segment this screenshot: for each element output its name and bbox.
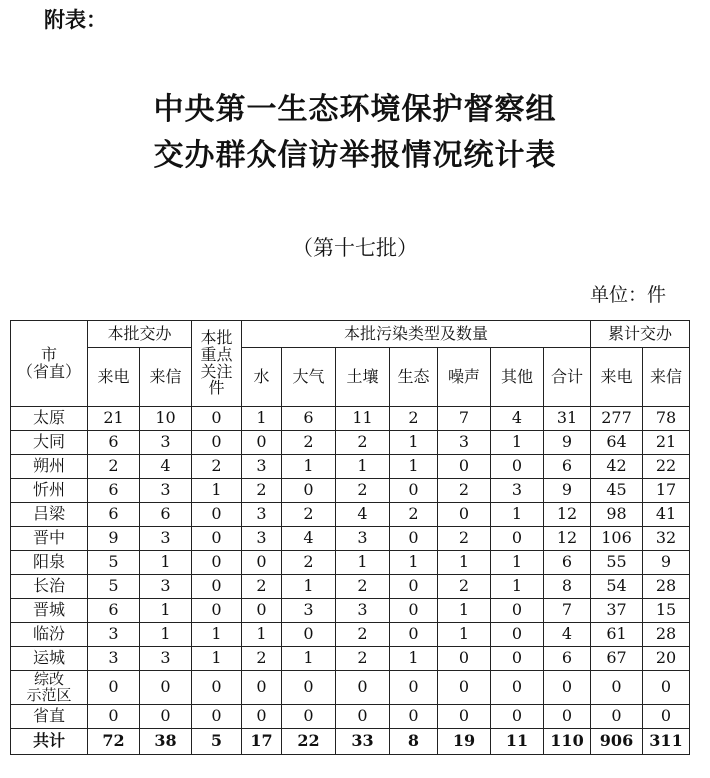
total-value: 22 (282, 729, 336, 755)
value-cell: 1 (242, 407, 282, 431)
city-cell (11, 479, 88, 503)
header-letter: 来信 (140, 348, 192, 407)
city-cell (11, 551, 88, 575)
value-cell: 106 (591, 527, 643, 551)
table-row (11, 407, 690, 431)
value-cell: 21 (88, 407, 140, 431)
value-cell: 98 (591, 503, 643, 527)
table-row (11, 575, 690, 599)
total-row (11, 729, 690, 755)
value-cell: 3 (242, 503, 282, 527)
value-cell: 0 (390, 575, 438, 599)
value-cell: 12 (544, 503, 591, 527)
value-cell: 1 (192, 479, 242, 503)
table-row (11, 503, 690, 527)
value-cell: 0 (544, 671, 591, 705)
value-cell: 0 (140, 671, 192, 705)
value-cell: 2 (336, 431, 390, 455)
value-cell: 277 (591, 407, 643, 431)
value-cell: 3 (140, 647, 192, 671)
value-cell: 6 (140, 503, 192, 527)
value-cell: 1 (438, 623, 491, 647)
value-cell: 2 (282, 431, 336, 455)
value-cell: 6 (88, 599, 140, 623)
value-cell: 3 (491, 479, 544, 503)
city-name: 综改 (33, 669, 64, 688)
value-cell: 3 (88, 647, 140, 671)
value-cell: 2 (88, 455, 140, 479)
value-cell: 2 (438, 575, 491, 599)
value-cell: 1 (336, 455, 390, 479)
city-name: 运城 (32, 648, 65, 668)
value-cell: 2 (390, 407, 438, 431)
value-cell: 3 (336, 527, 390, 551)
value-cell: 1 (491, 503, 544, 527)
value-cell: 3 (140, 575, 192, 599)
header-other: 其他 (491, 348, 544, 407)
value-cell: 5 (88, 551, 140, 575)
value-cell: 1 (282, 455, 336, 479)
value-cell: 1 (491, 575, 544, 599)
value-cell: 1 (140, 551, 192, 575)
attachment-label: 附表： (44, 8, 107, 32)
value-cell: 2 (336, 647, 390, 671)
value-cell: 1 (336, 551, 390, 575)
table-row (11, 599, 690, 623)
value-cell: 7 (544, 599, 591, 623)
value-cell: 55 (591, 551, 643, 575)
value-cell: 0 (192, 503, 242, 527)
table-row (11, 647, 690, 671)
value-cell: 3 (336, 599, 390, 623)
value-cell: 3 (282, 599, 336, 623)
value-cell: 9 (544, 479, 591, 503)
value-cell: 0 (282, 671, 336, 705)
value-cell: 2 (390, 503, 438, 527)
city-name: 晋城 (32, 600, 65, 620)
value-cell: 3 (242, 455, 282, 479)
header-cum-phone: 来电 (591, 348, 643, 407)
value-cell: 3 (140, 527, 192, 551)
batch-label: （第十七批） (292, 236, 418, 260)
value-cell: 4 (140, 455, 192, 479)
value-cell: 64 (591, 431, 643, 455)
city-cell (11, 503, 88, 527)
value-cell: 0 (192, 705, 242, 729)
value-cell: 5 (88, 575, 140, 599)
value-cell: 1 (390, 647, 438, 671)
value-cell: 9 (643, 551, 690, 575)
header-key-focus-l3: 关注 (200, 361, 233, 381)
total-value: 72 (88, 729, 140, 755)
value-cell: 1 (491, 431, 544, 455)
value-cell: 0 (438, 455, 491, 479)
header-ecology: 生态 (390, 348, 438, 407)
value-cell: 17 (643, 479, 690, 503)
value-cell: 0 (242, 671, 282, 705)
value-cell: 0 (438, 671, 491, 705)
value-cell: 22 (643, 455, 690, 479)
value-cell: 4 (336, 503, 390, 527)
header-city (11, 321, 88, 407)
value-cell: 2 (242, 575, 282, 599)
value-cell: 2 (438, 479, 491, 503)
city-cell (11, 431, 88, 455)
value-cell: 2 (282, 503, 336, 527)
value-cell: 1 (192, 623, 242, 647)
value-cell: 0 (544, 705, 591, 729)
value-cell: 4 (544, 623, 591, 647)
value-cell: 20 (643, 647, 690, 671)
value-cell: 1 (491, 551, 544, 575)
value-cell: 0 (390, 599, 438, 623)
value-cell: 0 (390, 479, 438, 503)
value-cell: 0 (192, 671, 242, 705)
value-cell: 0 (491, 527, 544, 551)
value-cell: 6 (88, 503, 140, 527)
value-cell: 37 (591, 599, 643, 623)
header-subtotal: 合计 (544, 348, 591, 407)
value-cell: 0 (491, 647, 544, 671)
value-cell: 1 (242, 623, 282, 647)
value-cell: 8 (544, 575, 591, 599)
value-cell: 6 (282, 407, 336, 431)
value-cell: 0 (438, 503, 491, 527)
value-cell: 67 (591, 647, 643, 671)
table-row (11, 455, 690, 479)
header-city-line2: （省直） (16, 361, 81, 381)
city-name-line2: 示范区 (26, 685, 72, 704)
value-cell: 61 (591, 623, 643, 647)
value-cell: 2 (336, 575, 390, 599)
value-cell: 9 (544, 431, 591, 455)
city-name: 忻州 (32, 480, 65, 500)
city-cell (11, 527, 88, 551)
value-cell: 0 (390, 705, 438, 729)
value-cell: 2 (438, 527, 491, 551)
table-row (11, 671, 690, 705)
value-cell: 0 (282, 479, 336, 503)
value-cell: 0 (438, 705, 491, 729)
total-value: 11 (491, 729, 544, 755)
value-cell: 0 (192, 407, 242, 431)
value-cell: 0 (591, 671, 643, 705)
header-soil: 土壤 (336, 348, 390, 407)
header-water: 水 (242, 348, 282, 407)
value-cell: 0 (491, 671, 544, 705)
value-cell: 3 (242, 527, 282, 551)
value-cell: 0 (438, 647, 491, 671)
value-cell: 4 (491, 407, 544, 431)
value-cell: 0 (242, 431, 282, 455)
value-cell: 1 (282, 647, 336, 671)
total-value: 110 (544, 729, 591, 755)
city-cell (11, 407, 88, 431)
total-label: 共计 (11, 729, 88, 755)
city-name: 太原 (32, 408, 65, 428)
value-cell: 0 (192, 431, 242, 455)
total-value: 38 (140, 729, 192, 755)
city-cell (11, 671, 88, 705)
header-key-focus (192, 321, 242, 407)
table-row (11, 551, 690, 575)
value-cell: 6 (544, 455, 591, 479)
value-cell: 1 (282, 575, 336, 599)
header-key-focus-l1: 本批 (200, 327, 233, 347)
value-cell: 32 (643, 527, 690, 551)
value-cell: 0 (88, 705, 140, 729)
value-cell: 0 (282, 705, 336, 729)
value-cell: 0 (242, 705, 282, 729)
header-key-focus-l2: 重点 (200, 344, 233, 364)
city-name: 晋中 (32, 528, 65, 548)
value-cell: 0 (643, 671, 690, 705)
value-cell: 3 (88, 623, 140, 647)
city-name: 阳泉 (32, 552, 65, 572)
total-value: 33 (336, 729, 390, 755)
city-name: 临汾 (32, 624, 65, 644)
value-cell: 6 (544, 551, 591, 575)
value-cell: 2 (242, 479, 282, 503)
total-value: 17 (242, 729, 282, 755)
value-cell: 0 (336, 671, 390, 705)
header-phone: 来电 (88, 348, 140, 407)
value-cell: 0 (390, 527, 438, 551)
table-row (11, 623, 690, 647)
value-cell: 1 (390, 551, 438, 575)
value-cell: 6 (88, 479, 140, 503)
value-cell: 0 (491, 455, 544, 479)
header-air: 大气 (282, 348, 336, 407)
header-cumulative: 累计交办 (591, 321, 690, 348)
value-cell: 0 (282, 623, 336, 647)
value-cell: 0 (591, 705, 643, 729)
total-value: 906 (591, 729, 643, 755)
value-cell: 4 (282, 527, 336, 551)
value-cell: 15 (643, 599, 690, 623)
city-name: 吕梁 (32, 504, 65, 524)
value-cell: 2 (282, 551, 336, 575)
value-cell: 1 (140, 623, 192, 647)
value-cell: 1 (438, 551, 491, 575)
value-cell: 0 (491, 623, 544, 647)
value-cell: 0 (336, 705, 390, 729)
total-value: 19 (438, 729, 491, 755)
value-cell: 6 (544, 647, 591, 671)
city-cell (11, 599, 88, 623)
value-cell: 54 (591, 575, 643, 599)
value-cell: 10 (140, 407, 192, 431)
city-cell (11, 623, 88, 647)
city-name: 大同 (32, 432, 65, 452)
value-cell: 3 (438, 431, 491, 455)
value-cell: 28 (643, 575, 690, 599)
value-cell: 0 (491, 599, 544, 623)
value-cell: 78 (643, 407, 690, 431)
value-cell: 7 (438, 407, 491, 431)
value-cell: 1 (192, 647, 242, 671)
value-cell: 12 (544, 527, 591, 551)
header-noise: 噪声 (438, 348, 491, 407)
header-key-focus-l4: 件 (208, 378, 225, 398)
value-cell: 0 (242, 551, 282, 575)
table-row (11, 527, 690, 551)
value-cell: 9 (88, 527, 140, 551)
table-row (11, 479, 690, 503)
value-cell: 1 (438, 599, 491, 623)
city-cell (11, 647, 88, 671)
value-cell: 0 (491, 705, 544, 729)
value-cell: 2 (336, 479, 390, 503)
statistics-table (10, 320, 690, 755)
value-cell: 0 (242, 599, 282, 623)
city-cell (11, 575, 88, 599)
value-cell: 11 (336, 407, 390, 431)
value-cell: 42 (591, 455, 643, 479)
value-cell: 31 (544, 407, 591, 431)
value-cell: 0 (192, 551, 242, 575)
value-cell: 0 (192, 527, 242, 551)
table-row (11, 705, 690, 729)
unit-label: 单位：件 (589, 284, 666, 306)
value-cell: 2 (192, 455, 242, 479)
value-cell: 28 (643, 623, 690, 647)
total-value: 8 (390, 729, 438, 755)
header-batch-assigned: 本批交办 (88, 321, 192, 348)
value-cell: 0 (192, 575, 242, 599)
value-cell: 2 (336, 623, 390, 647)
total-value: 5 (192, 729, 242, 755)
city-name: 朔州 (32, 456, 65, 476)
header-city-line1: 市 (40, 344, 57, 364)
value-cell: 41 (643, 503, 690, 527)
value-cell: 0 (88, 671, 140, 705)
table-row (11, 431, 690, 455)
value-cell: 0 (192, 599, 242, 623)
value-cell: 0 (390, 623, 438, 647)
header-cum-letter: 来信 (643, 348, 690, 407)
value-cell: 0 (643, 705, 690, 729)
value-cell: 0 (390, 671, 438, 705)
value-cell: 3 (140, 479, 192, 503)
header-pollution-types: 本批污染类型及数量 (242, 321, 591, 348)
value-cell: 1 (390, 431, 438, 455)
city-name: 长治 (32, 576, 65, 596)
value-cell: 45 (591, 479, 643, 503)
value-cell: 1 (390, 455, 438, 479)
value-cell: 1 (140, 599, 192, 623)
value-cell: 6 (88, 431, 140, 455)
value-cell: 21 (643, 431, 690, 455)
value-cell: 3 (140, 431, 192, 455)
total-value: 311 (643, 729, 690, 755)
value-cell: 0 (140, 705, 192, 729)
value-cell: 2 (242, 647, 282, 671)
title-line-2: 交办群众信访举报情况统计表 (153, 138, 557, 173)
city-cell (11, 455, 88, 479)
city-cell (11, 705, 88, 729)
city-name: 省直 (32, 706, 65, 726)
title-line-1: 中央第一生态环境保护督察组 (153, 92, 557, 127)
